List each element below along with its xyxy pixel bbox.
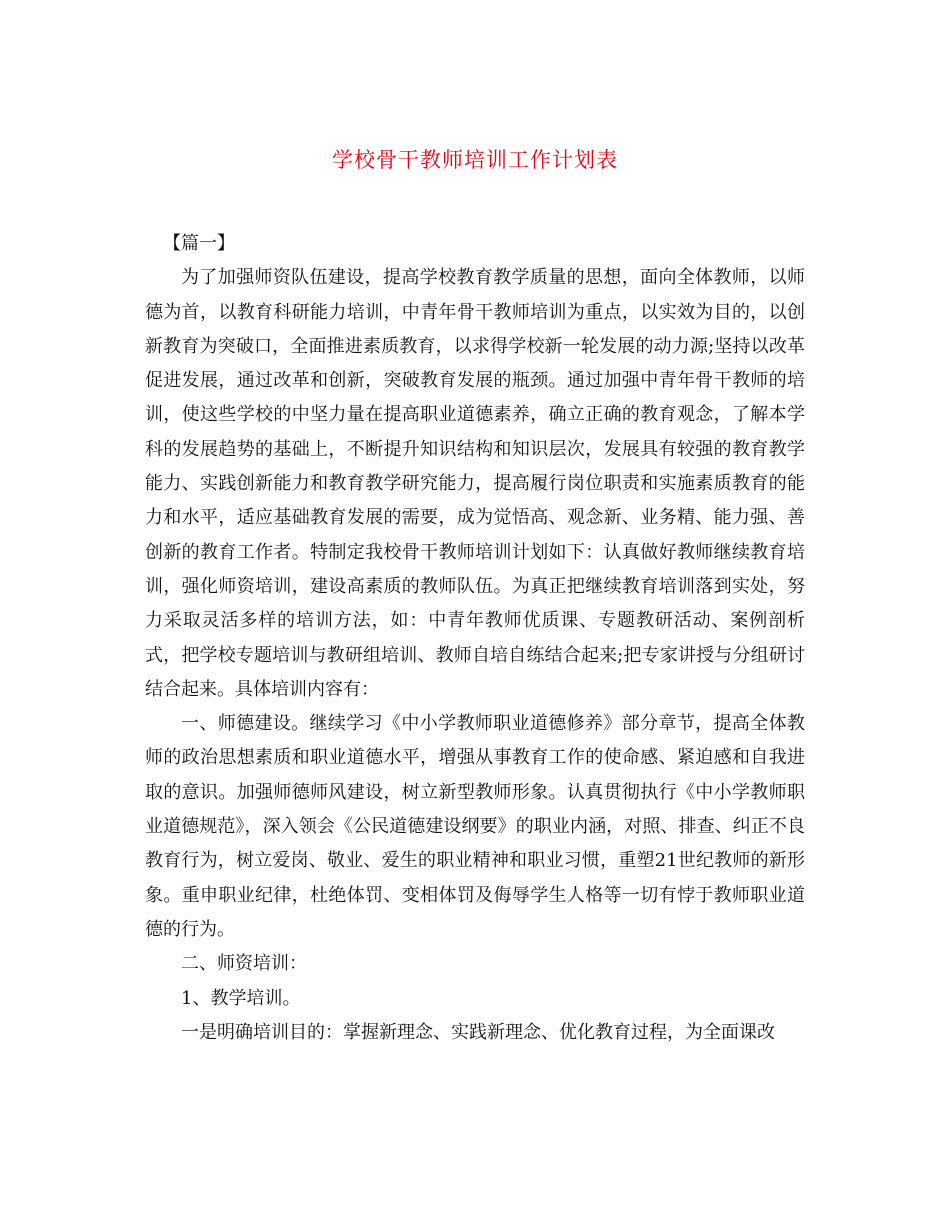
document-body (145, 227, 805, 1050)
section-label: 【篇一】 (163, 233, 235, 254)
paragraph-training-goal: 一是明确培训目的：掌握新理念、实践新理念、优化教育过程，为全面课改 (181, 1021, 775, 1043)
paragraph-ethics: 一、师德建设。继续学习《中小学教师职业道德修养》部分章节，提高全体教师的政治思想素质和职业道德水平，增强从事教育工作的使命感、紧迫感和自我进取的意识。加强师德师风建设，树立新型教师形象。认真贯彻执行《中小学教师职业道德规范》，深入领会《公民道德建设纲要》的职业内涵，对照、排查、纠正不良教育行为，树立爱岗、敬业、爱生的职业精神和职业习惯，重塑21世纪教师的新形象。重申职业纪律，杜绝体罚、变相体罚及侮辱学生人格等一切有悖于教师职业道德的行为。 (145, 713, 805, 940)
paragraph-intro: 为了加强师资队伍建设，提高学校教育教学质量的思想，面向全体教师，以师德为首，以教育科研能力培训，中青年骨干教师培训为重点，以实效为目的，以创新教育为突破口，全面推进素质教育，以求得学校新一轮发展的动力源;坚持以改革促进发展，通过改革和创新，突破教育发展的瓶颈。通过加强中青年骨干教师的培训，使这些学校的中坚力量在提高职业道德素养，确立正确的教育观念，了解本学科的发展趋势的基础上，不断提升知识结构和知识层次，发展具有较强的教育教学能力、实践创新能力和教育教学研究能力，提高履行岗位职责和实施素质教育的能力和水平，适应基础教育发展的需要，成为觉悟高、观念新、业务精、能力强、善创新的教育工作者。特制定我校骨干教师培训计划如下：认真做好教师继续教育培训，强化师资培训，建设高素质的教师队伍。为真正把继续教育培训落到实处，努力采取灵活多样的培训方法，如：中青年教师优质课、专题教研活动、案例剖析式，把学校专题培训与教研组培训、教师自培自练结合起来;把专家讲授与分组研讨结合起来。具体培训内容有： (145, 267, 805, 700)
paragraph-teaching-training: 1、教学培训。 (181, 987, 301, 1009)
document-title: 学校骨干教师培训工作计划表 (332, 148, 618, 172)
paragraph-training-heading: 二、师资培训： (181, 953, 307, 975)
